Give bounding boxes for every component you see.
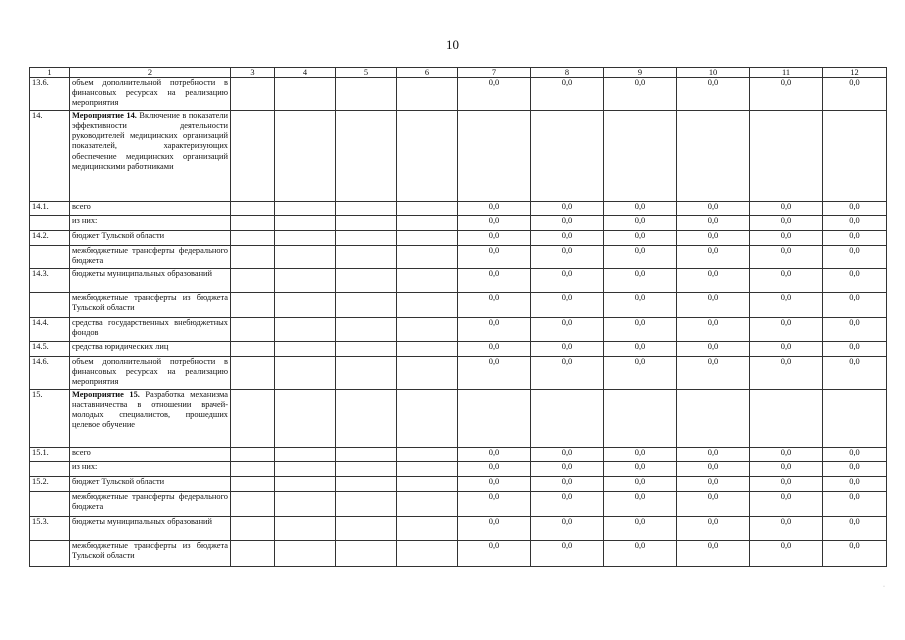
row-name — [70, 492, 231, 517]
empty-cell — [397, 477, 458, 492]
value-cell: 0,0 — [458, 462, 531, 477]
empty-cell — [397, 111, 458, 202]
value-cell — [531, 111, 604, 202]
value-cell: 0,0 — [750, 318, 823, 342]
row-name — [70, 462, 231, 477]
value-cell: 0,0 — [823, 202, 887, 216]
value-cell — [823, 111, 887, 202]
value-cell: 0,0 — [750, 477, 823, 492]
table-row — [30, 78, 887, 111]
row-number — [30, 492, 70, 517]
value-cell: 0,0 — [604, 517, 677, 541]
row-name — [70, 541, 231, 567]
value-cell: 0,0 — [677, 231, 750, 246]
table-row — [30, 357, 887, 390]
value-cell: 0,0 — [750, 293, 823, 318]
value-cell: 0,0 — [604, 448, 677, 462]
value-cell: 0,0 — [604, 462, 677, 477]
value-cell: 0,0 — [750, 202, 823, 216]
value-cell: 0,0 — [750, 216, 823, 231]
value-cell — [458, 111, 531, 202]
empty-cell — [336, 269, 397, 293]
empty-cell — [336, 477, 397, 492]
value-cell: 0,0 — [750, 246, 823, 269]
empty-cell — [231, 318, 275, 342]
row-name — [70, 246, 231, 269]
row-number: 15. — [30, 390, 70, 448]
value-cell: 0,0 — [531, 246, 604, 269]
empty-cell — [275, 541, 336, 567]
empty-cell — [275, 477, 336, 492]
empty-cell — [336, 246, 397, 269]
value-cell: 0,0 — [823, 216, 887, 231]
column-header: 6 — [397, 68, 458, 78]
empty-cell — [275, 357, 336, 390]
value-cell: 0,0 — [677, 342, 750, 357]
row-name-text: всего — [72, 448, 91, 458]
page-number: 10 — [446, 37, 459, 52]
value-cell: 0,0 — [823, 269, 887, 293]
row-name-text: Разработка механизма наставничества в отношении врачей-молодых специалистов, прошедших целевое обучение — [72, 390, 228, 430]
empty-cell — [231, 462, 275, 477]
value-cell: 0,0 — [458, 357, 531, 390]
measure-title: Мероприятие 14. — [72, 111, 137, 121]
empty-cell — [336, 78, 397, 111]
value-cell: 0,0 — [750, 462, 823, 477]
empty-cell — [336, 342, 397, 357]
value-cell: 0,0 — [458, 231, 531, 246]
row-number: 14.2. — [30, 231, 70, 246]
value-cell: 0,0 — [677, 477, 750, 492]
value-cell: 0,0 — [604, 477, 677, 492]
value-cell: 0,0 — [823, 462, 887, 477]
empty-cell — [231, 202, 275, 216]
row-name-text: всего — [72, 202, 91, 212]
empty-cell — [275, 517, 336, 541]
value-cell: 0,0 — [458, 246, 531, 269]
empty-cell — [336, 111, 397, 202]
row-number: 14.6. — [30, 357, 70, 390]
value-cell: 0,0 — [823, 231, 887, 246]
row-name-text: объем дополнительной потребности в финансовых ресурсах на реализацию мероприятия — [72, 357, 228, 387]
table-row — [30, 246, 887, 269]
value-cell: 0,0 — [604, 318, 677, 342]
empty-cell — [231, 216, 275, 231]
empty-cell — [336, 318, 397, 342]
value-cell: 0,0 — [677, 448, 750, 462]
value-cell: 0,0 — [458, 78, 531, 111]
column-header: 9 — [604, 68, 677, 78]
value-cell: 0,0 — [458, 517, 531, 541]
value-cell: 0,0 — [677, 293, 750, 318]
value-cell: 0,0 — [531, 462, 604, 477]
table-row — [30, 492, 887, 517]
value-cell: 0,0 — [823, 541, 887, 567]
value-cell: 0,0 — [604, 492, 677, 517]
row-name-text: межбюджетные трансферты федерального бюджета — [72, 246, 228, 266]
row-number — [30, 246, 70, 269]
table-row — [30, 111, 887, 202]
value-cell: 0,0 — [677, 517, 750, 541]
table-row — [30, 293, 887, 318]
empty-cell — [397, 318, 458, 342]
row-number: 14.3. — [30, 269, 70, 293]
table-row — [30, 390, 887, 448]
value-cell: 0,0 — [677, 269, 750, 293]
value-cell: 0,0 — [604, 231, 677, 246]
value-cell: 0,0 — [604, 357, 677, 390]
value-cell — [604, 390, 677, 448]
empty-cell — [397, 342, 458, 357]
scan-mark: · — [883, 584, 885, 590]
empty-cell — [231, 269, 275, 293]
column-header: 2 — [70, 68, 231, 78]
value-cell: 0,0 — [750, 231, 823, 246]
empty-cell — [336, 293, 397, 318]
value-cell: 0,0 — [750, 541, 823, 567]
value-cell: 0,0 — [823, 78, 887, 111]
value-cell: 0,0 — [531, 357, 604, 390]
row-number: 15.2. — [30, 477, 70, 492]
empty-cell — [336, 231, 397, 246]
row-number — [30, 293, 70, 318]
column-header: 8 — [531, 68, 604, 78]
row-name — [70, 477, 231, 492]
row-name-text: бюджеты муниципальных образований — [72, 269, 213, 279]
column-header-row — [30, 68, 887, 78]
value-cell: 0,0 — [531, 342, 604, 357]
value-cell: 0,0 — [604, 78, 677, 111]
value-cell: 0,0 — [458, 342, 531, 357]
empty-cell — [336, 390, 397, 448]
empty-cell — [336, 462, 397, 477]
row-number: 13.6. — [30, 78, 70, 111]
value-cell: 0,0 — [531, 202, 604, 216]
row-name — [70, 231, 231, 246]
table-row — [30, 342, 887, 357]
row-number — [30, 462, 70, 477]
value-cell — [750, 390, 823, 448]
empty-cell — [336, 541, 397, 567]
empty-cell — [397, 357, 458, 390]
measure-title: Мероприятие 15. — [72, 390, 140, 400]
value-cell: 0,0 — [823, 318, 887, 342]
empty-cell — [275, 390, 336, 448]
value-cell: 0,0 — [677, 78, 750, 111]
value-cell: 0,0 — [531, 318, 604, 342]
column-header: 5 — [336, 68, 397, 78]
value-cell: 0,0 — [823, 246, 887, 269]
empty-cell — [275, 293, 336, 318]
value-cell: 0,0 — [458, 448, 531, 462]
table-row — [30, 462, 887, 477]
row-name-text: бюджет Тульской области — [72, 231, 165, 241]
value-cell: 0,0 — [604, 246, 677, 269]
row-number: 14. — [30, 111, 70, 202]
empty-cell — [397, 492, 458, 517]
empty-cell — [231, 246, 275, 269]
row-number — [30, 216, 70, 231]
empty-cell — [231, 448, 275, 462]
value-cell: 0,0 — [531, 269, 604, 293]
value-cell: 0,0 — [823, 448, 887, 462]
empty-cell — [397, 293, 458, 318]
row-name — [70, 216, 231, 231]
value-cell: 0,0 — [677, 492, 750, 517]
row-name-text: из них: — [72, 462, 98, 472]
row-name-text: межбюджетные трансферты федерального бюджета — [72, 492, 228, 512]
empty-cell — [397, 448, 458, 462]
empty-cell — [275, 342, 336, 357]
value-cell: 0,0 — [823, 517, 887, 541]
value-cell: 0,0 — [823, 357, 887, 390]
row-number: 15.1. — [30, 448, 70, 462]
empty-cell — [231, 390, 275, 448]
empty-cell — [231, 293, 275, 318]
value-cell — [750, 111, 823, 202]
value-cell: 0,0 — [750, 78, 823, 111]
table-row — [30, 231, 887, 246]
empty-cell — [336, 202, 397, 216]
value-cell: 0,0 — [604, 216, 677, 231]
value-cell: 0,0 — [458, 269, 531, 293]
value-cell: 0,0 — [531, 492, 604, 517]
column-header: 7 — [458, 68, 531, 78]
value-cell: 0,0 — [750, 448, 823, 462]
empty-cell — [275, 111, 336, 202]
column-header: 1 — [30, 68, 70, 78]
row-name — [70, 269, 231, 293]
empty-cell — [397, 231, 458, 246]
row-number: 14.1. — [30, 202, 70, 216]
empty-cell — [275, 492, 336, 517]
value-cell — [604, 111, 677, 202]
row-number: 14.4. — [30, 318, 70, 342]
row-name — [70, 390, 231, 448]
value-cell: 0,0 — [531, 517, 604, 541]
empty-cell — [231, 492, 275, 517]
financing-table — [29, 67, 887, 567]
value-cell: 0,0 — [458, 492, 531, 517]
row-number — [30, 541, 70, 567]
empty-cell — [336, 357, 397, 390]
row-name — [70, 111, 231, 202]
value-cell: 0,0 — [604, 269, 677, 293]
empty-cell — [336, 492, 397, 517]
empty-cell — [397, 517, 458, 541]
value-cell: 0,0 — [458, 541, 531, 567]
row-name — [70, 78, 231, 111]
table-row — [30, 269, 887, 293]
value-cell: 0,0 — [531, 293, 604, 318]
value-cell: 0,0 — [531, 541, 604, 567]
empty-cell — [231, 231, 275, 246]
column-header: 12 — [823, 68, 887, 78]
empty-cell — [336, 448, 397, 462]
value-cell — [531, 390, 604, 448]
value-cell: 0,0 — [677, 462, 750, 477]
table-row — [30, 541, 887, 567]
empty-cell — [397, 541, 458, 567]
empty-cell — [397, 78, 458, 111]
empty-cell — [231, 342, 275, 357]
row-name — [70, 517, 231, 541]
value-cell: 0,0 — [458, 202, 531, 216]
value-cell: 0,0 — [750, 517, 823, 541]
row-name-text: межбюджетные трансферты из бюджета Тульской области — [72, 541, 228, 561]
row-name-text: средства юридических лиц — [72, 342, 169, 352]
value-cell: 0,0 — [677, 357, 750, 390]
value-cell: 0,0 — [750, 342, 823, 357]
column-header: 11 — [750, 68, 823, 78]
empty-cell — [231, 517, 275, 541]
value-cell: 0,0 — [458, 293, 531, 318]
row-name-text: объем дополнительной потребности в финансовых ресурсах на реализацию мероприятия — [72, 78, 228, 108]
value-cell: 0,0 — [677, 216, 750, 231]
value-cell: 0,0 — [531, 78, 604, 111]
value-cell: 0,0 — [604, 541, 677, 567]
row-name-text: бюджеты муниципальных образований — [72, 517, 213, 527]
value-cell: 0,0 — [677, 246, 750, 269]
empty-cell — [397, 246, 458, 269]
empty-cell — [397, 462, 458, 477]
value-cell: 0,0 — [531, 477, 604, 492]
table-row — [30, 517, 887, 541]
value-cell: 0,0 — [531, 448, 604, 462]
value-cell: 0,0 — [458, 318, 531, 342]
empty-cell — [275, 216, 336, 231]
row-name-text: из них: — [72, 216, 98, 226]
value-cell: 0,0 — [531, 231, 604, 246]
value-cell: 0,0 — [823, 342, 887, 357]
row-name-text: бюджет Тульской области — [72, 477, 165, 487]
value-cell — [823, 390, 887, 448]
row-name — [70, 318, 231, 342]
empty-cell — [336, 216, 397, 231]
row-number: 15.3. — [30, 517, 70, 541]
empty-cell — [231, 541, 275, 567]
table-row — [30, 216, 887, 231]
column-header: 3 — [231, 68, 275, 78]
value-cell: 0,0 — [750, 492, 823, 517]
value-cell: 0,0 — [531, 216, 604, 231]
column-header: 4 — [275, 68, 336, 78]
empty-cell — [275, 448, 336, 462]
empty-cell — [275, 269, 336, 293]
value-cell: 0,0 — [677, 541, 750, 567]
row-name-text: Включение в показатели эффективности деятельности руководителей медицинских организаций показателей, характеризующих обеспечение медицинских организаций медицинскими работниками — [72, 111, 229, 171]
table-row — [30, 202, 887, 216]
empty-cell — [231, 78, 275, 111]
value-cell: 0,0 — [604, 293, 677, 318]
value-cell: 0,0 — [750, 269, 823, 293]
row-name — [70, 342, 231, 357]
empty-cell — [231, 477, 275, 492]
empty-cell — [336, 517, 397, 541]
column-header: 10 — [677, 68, 750, 78]
empty-cell — [397, 390, 458, 448]
value-cell: 0,0 — [458, 477, 531, 492]
value-cell: 0,0 — [604, 342, 677, 357]
row-number: 14.5. — [30, 342, 70, 357]
empty-cell — [231, 357, 275, 390]
empty-cell — [231, 111, 275, 202]
empty-cell — [397, 269, 458, 293]
empty-cell — [275, 462, 336, 477]
empty-cell — [397, 202, 458, 216]
value-cell: 0,0 — [823, 477, 887, 492]
row-name — [70, 448, 231, 462]
value-cell — [677, 111, 750, 202]
empty-cell — [275, 202, 336, 216]
table-row — [30, 448, 887, 462]
value-cell — [677, 390, 750, 448]
value-cell: 0,0 — [823, 492, 887, 517]
row-name-text: средства государственных внебюджетных фондов — [72, 318, 228, 338]
empty-cell — [275, 231, 336, 246]
table-row — [30, 318, 887, 342]
value-cell: 0,0 — [458, 216, 531, 231]
row-name — [70, 293, 231, 318]
empty-cell — [275, 246, 336, 269]
empty-cell — [397, 216, 458, 231]
value-cell: 0,0 — [677, 202, 750, 216]
row-name-text: межбюджетные трансферты из бюджета Тульской области — [72, 293, 228, 313]
empty-cell — [275, 78, 336, 111]
table-row — [30, 477, 887, 492]
row-name — [70, 357, 231, 390]
value-cell: 0,0 — [823, 293, 887, 318]
row-name — [70, 202, 231, 216]
empty-cell — [275, 318, 336, 342]
value-cell: 0,0 — [750, 357, 823, 390]
value-cell — [458, 390, 531, 448]
value-cell: 0,0 — [604, 202, 677, 216]
value-cell: 0,0 — [677, 318, 750, 342]
